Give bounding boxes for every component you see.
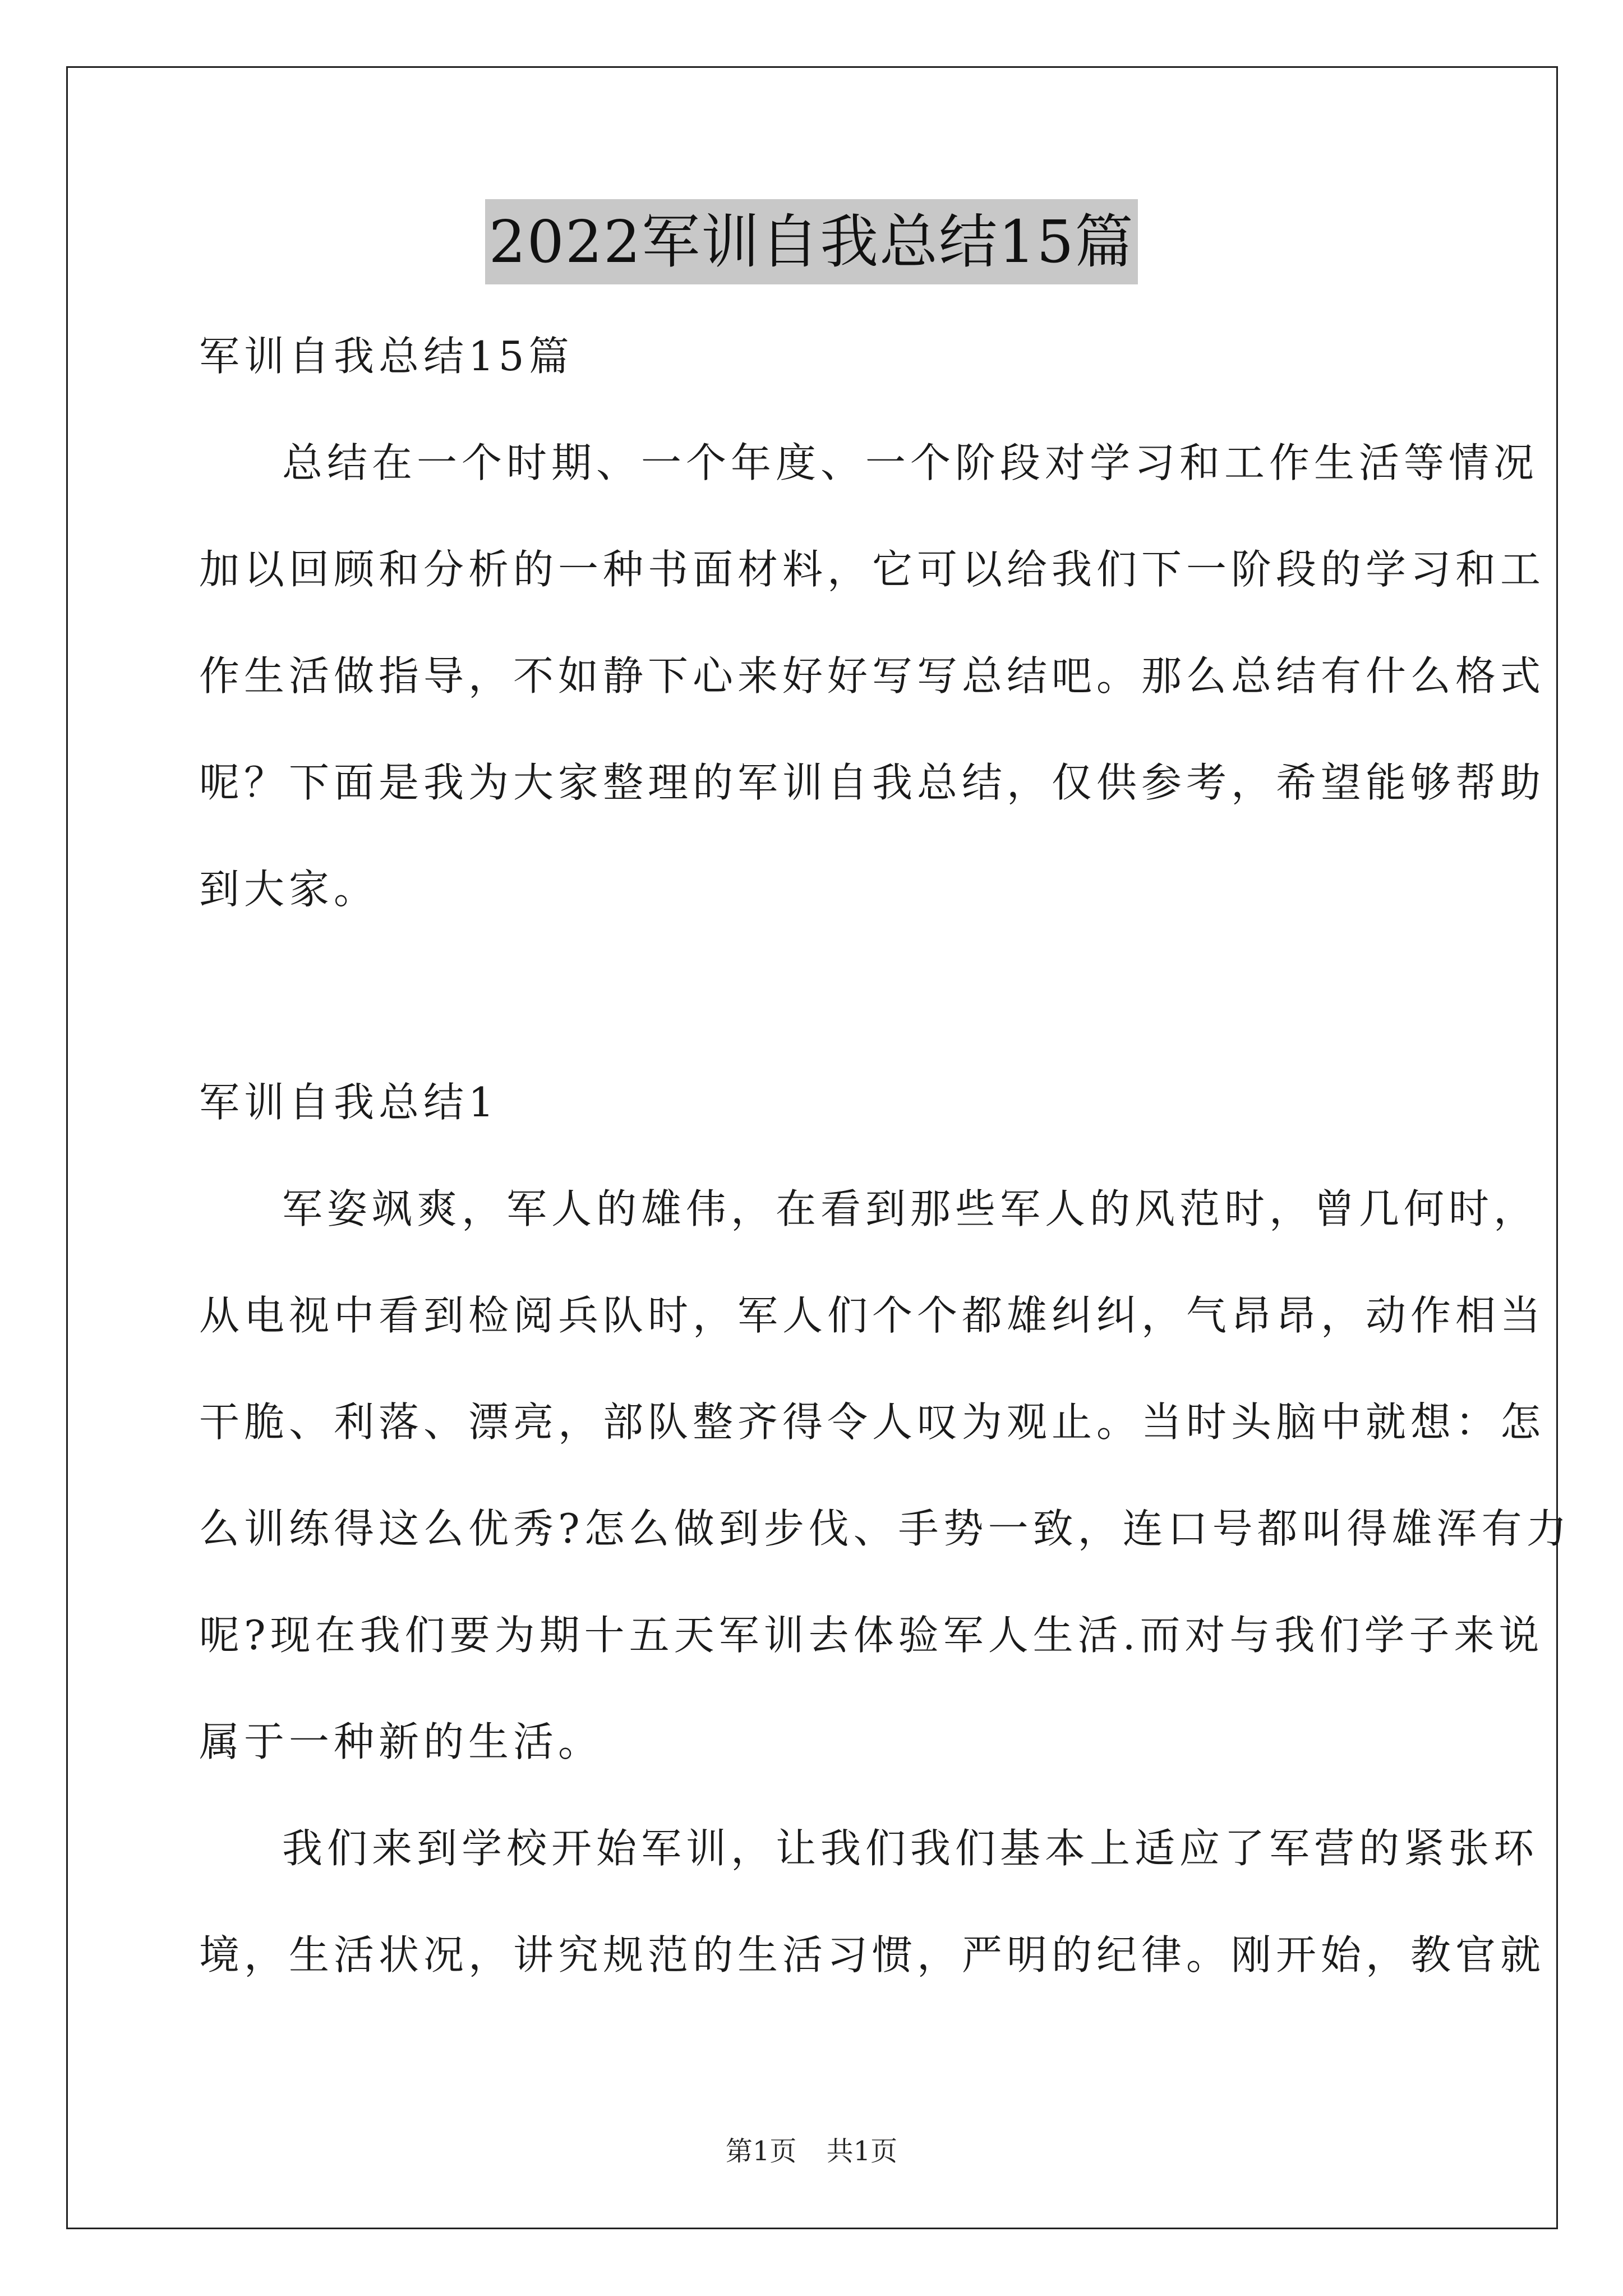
page-footer [0, 2134, 1623, 2168]
paragraph-line: 境，生活状况，讲究规范的生活习惯，严明的纪律。刚开始，教官就 [199, 1931, 1546, 1978]
paragraph-line: 军姿飒爽，军人的雄伟，在看到那些军人的风范时，曾几何时， [282, 1185, 1539, 1232]
paragraph-line: 属于一种新的生活。 [199, 1718, 603, 1765]
paragraph-line: 呢?现在我们要为期十五天军训去体验军人生活.而对与我们学子来说 [199, 1612, 1544, 1659]
title-container [0, 199, 1623, 284]
section-paragraph-2 [199, 1795, 1546, 2008]
paragraph-line: 呢？下面是我为大家整理的军训自我总结，仅供参考，希望能够帮助 [199, 759, 1546, 806]
document-body [199, 303, 1571, 2008]
paragraph-line: 到大家。 [199, 866, 379, 913]
section-paragraph-1 [199, 1156, 1571, 1795]
spacer [199, 942, 1427, 1049]
document-subtitle: 军训自我总结15篇 [199, 333, 574, 380]
page-number-total: 共1页 [826, 2136, 898, 2167]
paragraph-line: 作生活做指导，不如静下心来好好写写总结吧。那么总结有什么格式 [199, 652, 1546, 700]
paragraph-line: 总结在一个时期、一个年度、一个阶段对学习和工作生活等情况 [282, 439, 1539, 486]
page-number-current: 第1页 [725, 2136, 797, 2167]
paragraph-line: 干脆、利落、漂亮，部队整齐得令人叹为观止。当时头脑中就想：怎 [199, 1398, 1546, 1446]
intro-paragraph [199, 409, 1546, 942]
paragraph-line: 么训练得这么优秀?怎么做到步伐、手势一致，连口号都叫得雄浑有力 [199, 1505, 1571, 1552]
document-title: 2022军训自我总结15篇 [485, 199, 1137, 284]
paragraph-line: 加以回顾和分析的一种书面材料，它可以给我们下一阶段的学习和工 [199, 546, 1546, 593]
section-heading: 军训自我总结1 [199, 1079, 499, 1126]
paragraph-line: 从电视中看到检阅兵队时，军人们个个都雄纠纠，气昂昂，动作相当 [199, 1292, 1546, 1339]
paragraph-line: 我们来到学校开始军训，让我们我们基本上适应了军营的紧张环 [282, 1825, 1539, 1872]
